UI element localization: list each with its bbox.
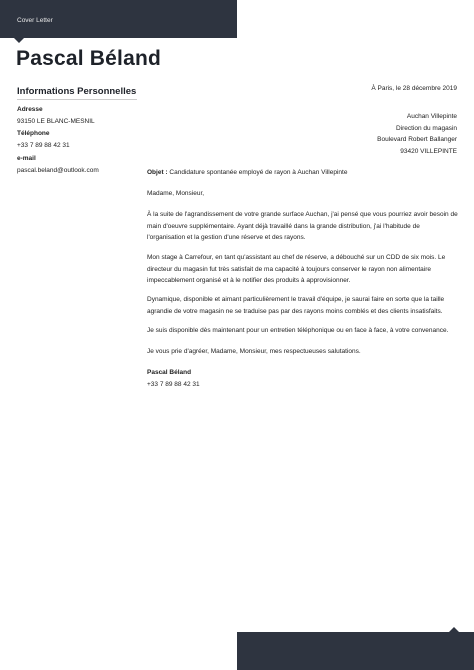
header-notch: [14, 38, 24, 43]
email-label: e-mail: [17, 155, 36, 162]
signature-block: [147, 367, 459, 390]
letter-paragraph: Dynamique, disponible et aimant particulièrement le travail d'équipe, je saurai faire en sorte que la taille agrandie de votre magasin ne se traduise pas par des rayons moins comblés et des clients insatisfaits.: [147, 296, 445, 315]
signature-phone: +33 7 89 88 42 31: [147, 380, 200, 388]
personal-info-title: Informations Personnelles: [17, 86, 137, 97]
letter-paragraph: Je suis disponible dès maintenant pour un entretien téléphonique ou en face à face, à votre convenance.: [147, 327, 449, 334]
phone-block: [17, 130, 142, 149]
letter-closing: Je vous prie d'agréer, Madame, Monsieur, mes respectueuses salutations.: [147, 348, 361, 355]
phone-label: Téléphone: [17, 130, 50, 137]
letter-paragraph: À la suite de l'agrandissement de votre grande surface Auchan, j'ai pensé que vous pourriez avoir besoin de main d'oeuvre supplémentaire. Ayant déjà travaillé dans la grande distribution, j'ai l'habitude de l'organisation et la gestion d'une réserve et des rayons.: [147, 211, 458, 241]
letter-paragraph: Mon stage à Carrefour, en tant qu'assistant au chef de réserve, a débouché sur un CDD de six mois. Le directeur du magasin fut très satisfait de ma capacité à toujours conserver le rayon non alimentaire impeccablement organisé et à le notifier des produits à approvisionner.: [147, 254, 446, 284]
email-block: [17, 155, 142, 174]
email-value: pascal.beland@outlook.com: [17, 167, 99, 174]
address-label: Adresse: [17, 106, 43, 113]
recipient-line: 93420 VILLEPINTE: [400, 147, 457, 155]
recipient-line: Boulevard Robert Ballanger: [377, 136, 457, 143]
signature-name: Pascal Béland: [147, 369, 192, 376]
footer-band: [237, 632, 474, 670]
address-block: [17, 106, 142, 125]
document-type-label: Cover Letter: [17, 17, 53, 24]
header-band: [0, 0, 237, 38]
address-value: 93150 LE BLANC-MESNIL: [17, 118, 95, 125]
section-divider: [17, 99, 137, 100]
recipient-line: Direction du magasin: [395, 124, 457, 132]
letter-salutation: Madame, Monsieur,: [147, 190, 205, 197]
phone-value: +33 7 89 88 42 31: [17, 142, 70, 149]
recipient-line: Auchan Villepinte: [406, 113, 457, 120]
date-line: À Paris, le 28 décembre 2019: [371, 85, 457, 92]
subject-text: Candidature spontanée employé de rayon à Auchan Villepinte: [167, 169, 348, 176]
subject-label: Objet :: [147, 169, 168, 176]
applicant-name: Pascal Béland: [16, 47, 162, 70]
letter-subject: [147, 167, 459, 179]
recipient-block: [377, 111, 457, 157]
